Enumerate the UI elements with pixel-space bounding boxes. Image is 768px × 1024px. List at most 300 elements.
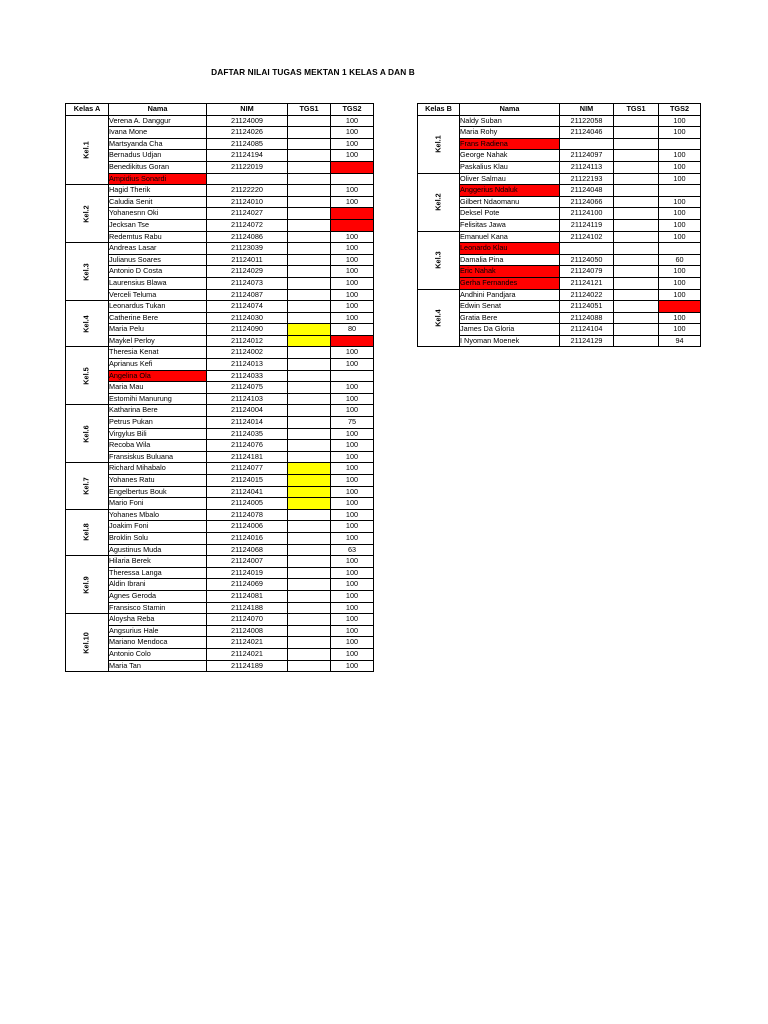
tgs1-cell [288,451,331,463]
nim-cell: 21124087 [207,289,288,301]
tgs1-cell [288,567,331,579]
group-cell [418,231,460,289]
table-row [66,521,374,533]
tgs2-cell: 100 [659,219,701,231]
nim-cell: 21124119 [560,219,614,231]
group-cell [66,463,109,509]
nim-cell: 21122220 [207,185,288,197]
nim-cell: 21124002 [207,347,288,359]
group-cell [418,173,460,231]
table-row [66,579,374,591]
tgs1-cell [614,138,659,150]
group-label: Kel.1 [433,135,443,153]
header-nama: Nama [460,104,560,116]
nama-cell: Mariano Mendoca [109,637,207,649]
tgs1-cell [288,254,331,266]
table-row [66,347,374,359]
nama-cell: Eric Nahak [460,266,560,278]
nim-cell: 21124097 [560,150,614,162]
table-row [66,208,374,220]
nama-cell: Redemtus Rabu [109,231,207,243]
table-row [66,138,374,150]
nim-cell: 21124077 [207,463,288,475]
tgs1-cell [614,173,659,185]
tgs1-cell [614,231,659,243]
group-cell [418,115,460,173]
tgs1-cell [288,161,331,173]
nama-cell: Angelina Ola [109,370,207,382]
nama-cell: Recoba Wila [109,440,207,452]
nama-cell: Laurensius Blawa [109,277,207,289]
nim-cell: 21124102 [560,231,614,243]
nama-cell: Yohanes Mbalo [109,509,207,521]
nama-cell: Maria Tan [109,660,207,672]
tgs2-cell: 75 [331,417,374,429]
nim-cell: 21124068 [207,544,288,556]
tgs1-cell [288,509,331,521]
tgs1-cell [288,625,331,637]
nim-cell: 21124073 [207,277,288,289]
group-cell [66,556,109,614]
tgs2-cell [331,161,374,173]
tgs2-cell: 100 [659,231,701,243]
tgs1-cell [288,463,331,475]
tgs1-cell [288,115,331,127]
nama-cell: Angsurius Hale [109,625,207,637]
nama-cell: Gerha Fernandes [460,277,560,289]
group-cell [66,614,109,672]
table-row [66,243,374,255]
tgs2-cell: 100 [331,532,374,544]
group-label: Kel.9 [81,575,91,594]
tgs1-cell [288,173,331,185]
tgs1-cell [288,347,331,359]
table-row [66,127,374,139]
header-nim: NIM [207,104,288,116]
nim-cell: 21124008 [207,625,288,637]
group-label: Kel.2 [433,193,443,211]
nim-cell: 21124011 [207,254,288,266]
tgs1-cell [288,417,331,429]
nama-cell: Yohanesnn Oki [109,208,207,220]
nama-cell: Katharina Bere [109,405,207,417]
tgs2-cell: 100 [331,382,374,394]
table-row [66,359,374,371]
nama-cell: Catherine Bere [109,312,207,324]
table-row [418,196,701,208]
tgs2-cell [659,185,701,197]
tgs2-cell: 100 [659,289,701,301]
nim-cell: 21124014 [207,417,288,429]
tgs2-cell: 100 [659,312,701,324]
nim-cell: 21124007 [207,556,288,568]
nim-cell: 21124070 [207,614,288,626]
table-row [66,590,374,602]
tgs2-cell: 100 [331,231,374,243]
nim-cell: 21124019 [207,567,288,579]
nama-cell: Leonardo Klau [460,243,560,255]
nama-cell: Damalia Pina [460,254,560,266]
tgs1-cell [288,556,331,568]
table-row [418,312,701,324]
nama-cell: Fransiskus Buluana [109,451,207,463]
nim-cell: 21124104 [560,324,614,336]
table-row [66,335,374,347]
tgs1-cell [614,219,659,231]
tgs2-cell: 100 [331,660,374,672]
tgs1-cell [614,324,659,336]
group-label: Kel.2 [81,204,91,223]
tgs2-cell: 100 [659,150,701,162]
group-cell [66,115,109,185]
nim-cell: 21124081 [207,590,288,602]
nama-cell: Mario Foni [109,498,207,510]
nama-cell: Oliver Salmau [460,173,560,185]
nim-cell: 21124010 [207,196,288,208]
nama-cell: Gilbert Ndaomanu [460,196,560,208]
tgs1-cell [614,161,659,173]
tgs2-cell: 100 [331,301,374,313]
tgs2-cell: 100 [331,196,374,208]
tgs2-cell: 100 [331,625,374,637]
table-row [418,289,701,301]
tgs2-cell: 100 [331,127,374,139]
tgs1-cell [614,301,659,313]
tgs1-cell [288,440,331,452]
nama-cell: Broklin Solu [109,532,207,544]
tgs1-cell [614,335,659,347]
table-row [66,451,374,463]
header-kelas: Kelas B [418,104,460,116]
nim-cell: 21124046 [560,127,614,139]
tgs2-cell: 100 [331,359,374,371]
tgs1-cell [288,579,331,591]
table-row [66,289,374,301]
group-cell [66,185,109,243]
nama-cell: I Nyoman Moenek [460,335,560,347]
tgs2-cell: 100 [331,393,374,405]
nim-cell: 21124027 [207,208,288,220]
tgs2-cell [659,301,701,313]
tgs2-cell: 100 [331,486,374,498]
header-kelas: Kelas A [66,104,109,116]
nim-cell: 21124015 [207,475,288,487]
nama-cell: Ivana Mone [109,127,207,139]
nim-cell: 21124181 [207,451,288,463]
nim-cell: 21124012 [207,335,288,347]
tgs2-cell: 100 [331,266,374,278]
group-label: Kel.7 [81,477,91,495]
nama-cell: Naldy Suban [460,115,560,127]
table-row [66,660,374,672]
tgs1-cell [288,637,331,649]
nim-cell: 21124035 [207,428,288,440]
nama-cell: Engelbertus Bouk [109,486,207,498]
nama-cell: James Da Gloria [460,324,560,336]
tgs1-cell [288,150,331,162]
table-row [418,127,701,139]
nim-cell [560,138,614,150]
nim-cell: 21124069 [207,579,288,591]
nama-cell: Andhini Pandjara [460,289,560,301]
tgs1-cell [614,243,659,255]
group-label: Kel.8 [81,523,91,542]
tgs1-cell [288,486,331,498]
nim-cell: 21124051 [560,301,614,313]
header-row [418,104,701,116]
tgs2-cell [331,335,374,347]
table-row [66,509,374,521]
tgs2-cell: 100 [331,347,374,359]
tgs2-cell: 100 [331,509,374,521]
table-row [418,335,701,347]
tgs2-cell: 100 [331,138,374,150]
nama-cell: Deksel Pote [460,208,560,220]
tgs1-cell [288,312,331,324]
table-row [66,625,374,637]
tgs1-cell [614,208,659,220]
tgs2-cell [331,370,374,382]
nama-cell: Martsyanda Cha [109,138,207,150]
table-row [418,115,701,127]
table-row [418,243,701,255]
table-row [66,231,374,243]
table-row [418,150,701,162]
tgs1-cell [288,544,331,556]
table-row [66,312,374,324]
nama-cell: Theressa Langa [109,567,207,579]
group-cell [66,347,109,405]
tgs2-cell: 100 [659,324,701,336]
tgs1-cell [288,196,331,208]
table-row [418,254,701,266]
nama-cell: Frans Radiena [460,138,560,150]
group-label: Kel.3 [433,251,443,269]
tgs2-cell: 100 [331,312,374,324]
nama-cell: Julianus Soares [109,254,207,266]
tgs2-cell: 80 [331,324,374,336]
tgs1-cell [288,660,331,672]
tgs1-cell [288,301,331,313]
table-row [418,219,701,231]
nim-cell: 21124088 [560,312,614,324]
table-row [66,498,374,510]
table-row [418,185,701,197]
tgs2-cell: 100 [331,463,374,475]
group-label: Kel.10 [81,631,91,654]
tgs1-cell [288,590,331,602]
nim-cell: 21124021 [207,637,288,649]
nim-cell: 21124022 [560,289,614,301]
table-row [66,254,374,266]
table-row [66,185,374,197]
tgs1-cell [288,127,331,139]
tgs2-cell: 100 [331,440,374,452]
tgs2-cell: 100 [331,498,374,510]
tgs1-cell [288,382,331,394]
table-row [66,637,374,649]
tgs1-cell [288,289,331,301]
table-row [66,475,374,487]
nim-cell: 21124050 [560,254,614,266]
nim-cell: 21124016 [207,532,288,544]
table-row [418,161,701,173]
nim-cell: 21124075 [207,382,288,394]
nim-cell: 21123039 [207,243,288,255]
nim-cell: 21124121 [560,277,614,289]
header-tgs1: TGS1 [614,104,659,116]
tgs2-cell: 100 [331,277,374,289]
tgs1-cell [288,243,331,255]
header-row [66,104,374,116]
table-row [66,417,374,429]
group-label: Kel.4 [433,309,443,327]
tgs1-cell [614,277,659,289]
tgs2-cell: 100 [331,289,374,301]
nim-cell: 21124006 [207,521,288,533]
tgs1-cell [288,614,331,626]
nama-cell: Estomihi Manurung [109,393,207,405]
header-nim: NIM [560,104,614,116]
table-row [66,486,374,498]
nim-cell: 21124033 [207,370,288,382]
nim-cell: 21124188 [207,602,288,614]
tgs2-cell: 100 [331,648,374,660]
table-row [418,324,701,336]
tgs1-cell [614,196,659,208]
tgs2-cell: 100 [331,614,374,626]
tgs1-cell [288,231,331,243]
nim-cell: 21124079 [560,266,614,278]
nama-cell: Leonardus Tukan [109,301,207,313]
table-row [66,196,374,208]
tgs2-cell: 100 [659,115,701,127]
tgs2-cell: 100 [331,475,374,487]
table-row [418,138,701,150]
group-cell [418,289,460,347]
group-cell [66,405,109,463]
tgs1-cell [288,475,331,487]
table-row [66,266,374,278]
tgs2-cell [331,208,374,220]
table-row [66,567,374,579]
nim-cell: 21124021 [207,648,288,660]
nim-cell: 21124041 [207,486,288,498]
table-row [418,301,701,313]
nama-cell: Caludia Senit [109,196,207,208]
tgs1-cell [288,266,331,278]
nama-cell: Andreas Lasar [109,243,207,255]
tgs2-cell: 100 [331,579,374,591]
tgs2-cell: 100 [331,115,374,127]
group-label: Kel.6 [81,425,91,443]
nama-cell: Anggerius Ndaluk [460,185,560,197]
nim-cell [207,173,288,185]
nim-cell: 21124090 [207,324,288,336]
tgs2-cell: 100 [331,185,374,197]
table-row [418,277,701,289]
tgs1-cell [288,532,331,544]
table-row [418,266,701,278]
nama-cell: Verceli Teluma [109,289,207,301]
group-label: Kel.1 [81,141,91,159]
nim-cell: 21124085 [207,138,288,150]
table-row [66,382,374,394]
tgs1-cell [288,324,331,336]
table-row [66,556,374,568]
table-row [66,150,374,162]
header-tgs2: TGS2 [659,104,701,116]
tgs2-cell: 63 [331,544,374,556]
nama-cell: Hilaria Berek [109,556,207,568]
tgs2-cell: 100 [331,556,374,568]
tgs1-cell [614,289,659,301]
class-a-table [65,103,374,672]
tgs1-cell [288,138,331,150]
tgs2-cell: 94 [659,335,701,347]
tgs2-cell: 100 [331,602,374,614]
nama-cell: Jecksan Tse [109,219,207,231]
nim-cell: 21124026 [207,127,288,139]
nim-cell: 21124129 [560,335,614,347]
nama-cell: Verena A. Danggur [109,115,207,127]
nama-cell: Gratia Bere [460,312,560,324]
nim-cell: 21122193 [560,173,614,185]
nim-cell: 21124048 [560,185,614,197]
nama-cell: Edwin Senat [460,301,560,313]
table-row [418,173,701,185]
nim-cell: 21124009 [207,115,288,127]
tgs2-cell: 100 [331,521,374,533]
nama-cell: Petrus Pukan [109,417,207,429]
table-row [66,277,374,289]
nim-cell: 21124029 [207,266,288,278]
class-b-table [417,103,701,347]
tgs1-cell [288,208,331,220]
table-row [418,208,701,220]
nim-cell: 21124103 [207,393,288,405]
nama-cell: George Nahak [460,150,560,162]
sheet-title: DAFTAR NILAI TUGAS MEKTAN 1 KELAS A DAN B [211,67,415,77]
table-row [66,428,374,440]
tgs1-cell [288,521,331,533]
nama-cell: Theresia Kenat [109,347,207,359]
nim-cell: 21122058 [560,115,614,127]
nama-cell: Ampidius Sonardi [109,173,207,185]
tgs2-cell: 100 [659,161,701,173]
tgs1-cell [288,648,331,660]
tgs2-cell: 100 [331,254,374,266]
nama-cell: Paskalius Klau [460,161,560,173]
tgs1-cell [614,185,659,197]
group-cell [66,301,109,347]
nama-cell: Maria Mau [109,382,207,394]
table-row [66,544,374,556]
table-row [66,648,374,660]
nama-cell: Joakim Foni [109,521,207,533]
nim-cell: 21124074 [207,301,288,313]
table-row [66,324,374,336]
tgs1-cell [288,405,331,417]
nim-cell: 21124078 [207,509,288,521]
tgs2-cell: 100 [331,567,374,579]
table-row [66,405,374,417]
tgs2-cell: 60 [659,254,701,266]
tgs2-cell [659,243,701,255]
tgs2-cell: 100 [659,127,701,139]
nama-cell: Maria Rohy [460,127,560,139]
tgs1-cell [614,127,659,139]
